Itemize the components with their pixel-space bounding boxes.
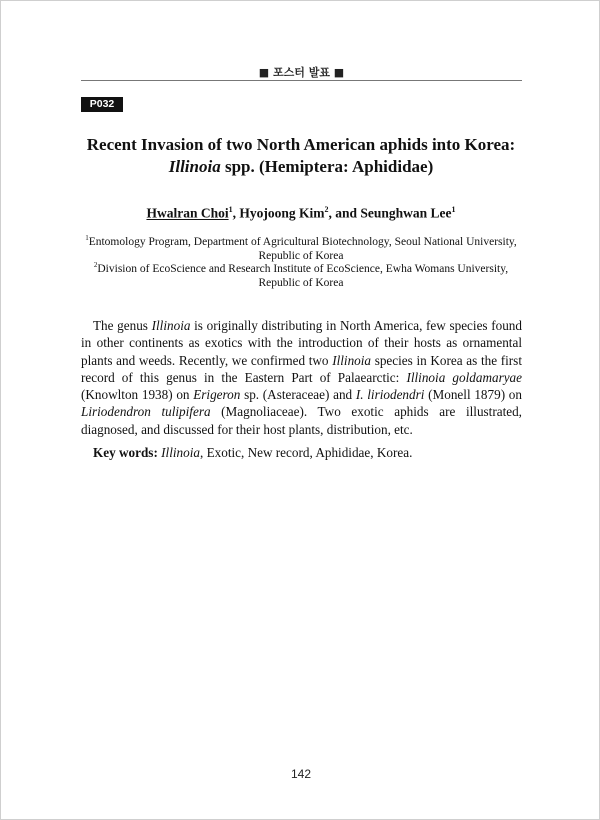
abstract-paragraph — [81, 317, 522, 438]
abstract-text: (Magnoliaceae). Two exotic aphids are illustrated, diagnosed, and discussed for their host plants, distribution, etc. — [81, 404, 522, 437]
author-affiliation-mark: 1 — [451, 205, 456, 214]
author-name: Hyojoong Kim — [239, 205, 325, 221]
keywords-label: Key words: — [93, 445, 158, 460]
author-list — [61, 205, 541, 222]
keyword-genus: Illinoia — [161, 445, 200, 460]
paper-title — [61, 134, 541, 178]
affiliation-line: Republic of Korea — [258, 249, 344, 262]
affiliation-line — [71, 231, 531, 249]
abstract-text: sp. (Asteraceae) and — [240, 387, 356, 403]
affiliation-text: Division of EcoScience and Research Institute of EcoScience, Ewha Womans University, — [97, 262, 509, 275]
affiliation — [71, 258, 531, 290]
abstract-italic-term: Erigeron — [193, 387, 241, 403]
keywords-rest: , Exotic, New record, Aphididae, Korea. — [199, 445, 413, 460]
section-header: ■ 포스터 발표 ■ — [258, 66, 345, 79]
poster-code-badge: P032 — [81, 97, 123, 112]
abstract-italic-term: Liriodendron tulipifera — [81, 404, 211, 420]
author-name: Seunghwan Lee — [360, 205, 452, 221]
author-affiliation-mark: 2 — [324, 205, 329, 214]
keywords-line — [93, 445, 523, 461]
affiliation-text: Entomology Program, Department of Agricultural Biotechnology, Seoul National University, — [88, 235, 517, 248]
author-affiliation-mark: 1 — [228, 205, 233, 214]
abstract-italic-term: I. liriodendri — [355, 387, 425, 403]
abstract-text: The genus — [93, 318, 152, 333]
header-divider — [81, 80, 522, 81]
affiliation-line: Republic of Korea — [258, 276, 344, 289]
author-name: Hwalran Choi — [146, 205, 229, 221]
abstract-text: species in Korea as the first record of this genus in the Eastern Part of Palaearctic: — [81, 352, 522, 385]
affiliation-mark: 2 — [93, 261, 98, 269]
abstract-text: (Knowlton 1938) on — [81, 387, 194, 403]
page-number: 142 — [290, 767, 312, 781]
title-line-2 — [61, 156, 541, 178]
abstract-italic-term: Illinoia goldamaryae — [406, 369, 523, 385]
title-line-2-rest: spp. (Hemiptera: Aphididae) — [220, 157, 434, 176]
title-genus: Illinoia — [168, 157, 221, 176]
author-separator: , — [232, 205, 240, 221]
abstract-text: is originally distributing in North America, few species found in other continents as exotics with the introduction of their hosts as ornamental plants and weeds. Recently, we confirmed two — [81, 318, 522, 368]
affiliation-mark: 1 — [85, 234, 89, 242]
title-line-1: Recent Invasion of two North American aphids into Korea: — [86, 135, 516, 154]
abstract-text: (Monell 1879) on — [424, 387, 522, 403]
author-separator: , and — [328, 205, 361, 221]
affiliation-line — [71, 258, 531, 276]
abstract-italic-term: Illinoia — [151, 318, 191, 333]
abstract-italic-term: Illinoia — [332, 352, 372, 368]
